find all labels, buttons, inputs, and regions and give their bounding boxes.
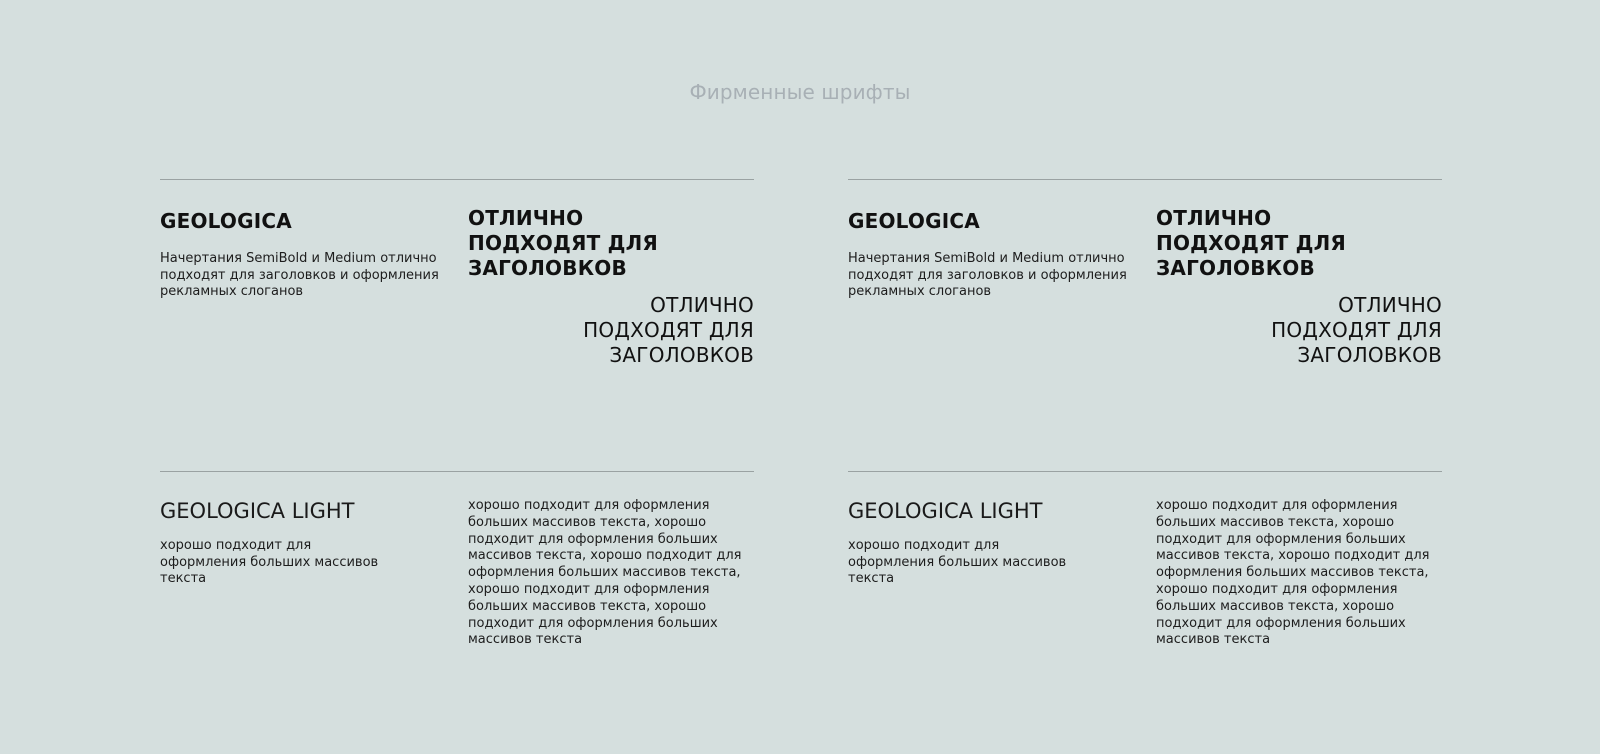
font-info <box>160 499 450 588</box>
sample-line: ОТЛИЧНО <box>1338 293 1442 317</box>
font-sample-text <box>1156 498 1440 649</box>
sample-line: ЗАГОЛОВКОВ <box>1156 256 1315 280</box>
font-description: Начертания SemiBold и Medium отлично подходят для заголовков и оформления рекламных слоганов <box>160 251 439 299</box>
sample-line: ОТЛИЧНО <box>650 293 754 317</box>
sample-medium <box>468 293 754 368</box>
sample-semibold <box>1156 206 1442 281</box>
sample-line: ПОДХОДЯТ ДЛЯ <box>1156 231 1347 255</box>
sample-line: ПОДХОДЯТ ДЛЯ <box>468 231 659 255</box>
font-name: GEOLOGICA <box>160 209 292 233</box>
sample-line: ЗАГОЛОВКОВ <box>1297 343 1442 367</box>
sample-line: ПОДХОДЯТ ДЛЯ <box>583 318 754 342</box>
font-samples <box>468 206 754 368</box>
divider-line <box>848 471 1442 472</box>
font-samples <box>1156 206 1442 368</box>
font-info <box>848 499 1138 588</box>
font-panel-right-top <box>848 179 1442 469</box>
font-panel-left-top <box>160 179 754 469</box>
divider-line <box>160 471 754 472</box>
font-sample-text <box>468 498 752 649</box>
font-description: хорошо подходит для оформления больших массивов текста <box>848 538 1067 586</box>
sample-paragraph: хорошо подходит для оформления больших массивов текста, хорошо подходит для оформления больших массивов текста, хорошо подходит для оформления больших массивов текста, хорошо подходит для оформления больших массивов текста, хорошо подходит для оформления больших массивов текста <box>1156 498 1430 648</box>
sample-line: ПОДХОДЯТ ДЛЯ <box>1271 318 1442 342</box>
sample-medium <box>1156 293 1442 368</box>
font-description: Начертания SemiBold и Medium отлично подходят для заголовков и оформления рекламных слоганов <box>848 251 1127 299</box>
divider-line <box>160 179 754 180</box>
sample-line: ОТЛИЧНО <box>468 206 584 230</box>
divider-line <box>848 179 1442 180</box>
font-description: хорошо подходит для оформления больших массивов текста <box>160 538 379 586</box>
page-title: Фирменные шрифты <box>689 80 911 104</box>
font-panel-left-bottom <box>160 471 754 671</box>
sample-line: ЗАГОЛОВКОВ <box>609 343 754 367</box>
font-name: GEOLOGICA LIGHT <box>848 499 1043 523</box>
font-info <box>160 209 450 301</box>
font-name: GEOLOGICA <box>848 209 980 233</box>
font-info <box>848 209 1138 301</box>
font-panel-right-bottom <box>848 471 1442 671</box>
sample-line: ОТЛИЧНО <box>1156 206 1272 230</box>
font-name: GEOLOGICA LIGHT <box>160 499 355 523</box>
sample-semibold <box>468 206 754 281</box>
sample-line: ЗАГОЛОВКОВ <box>468 256 627 280</box>
sample-paragraph: хорошо подходит для оформления больших массивов текста, хорошо подходит для оформления больших массивов текста, хорошо подходит для оформления больших массивов текста, хорошо подходит для оформления больших массивов текста, хорошо подходит для оформления больших массивов текста <box>468 498 742 648</box>
